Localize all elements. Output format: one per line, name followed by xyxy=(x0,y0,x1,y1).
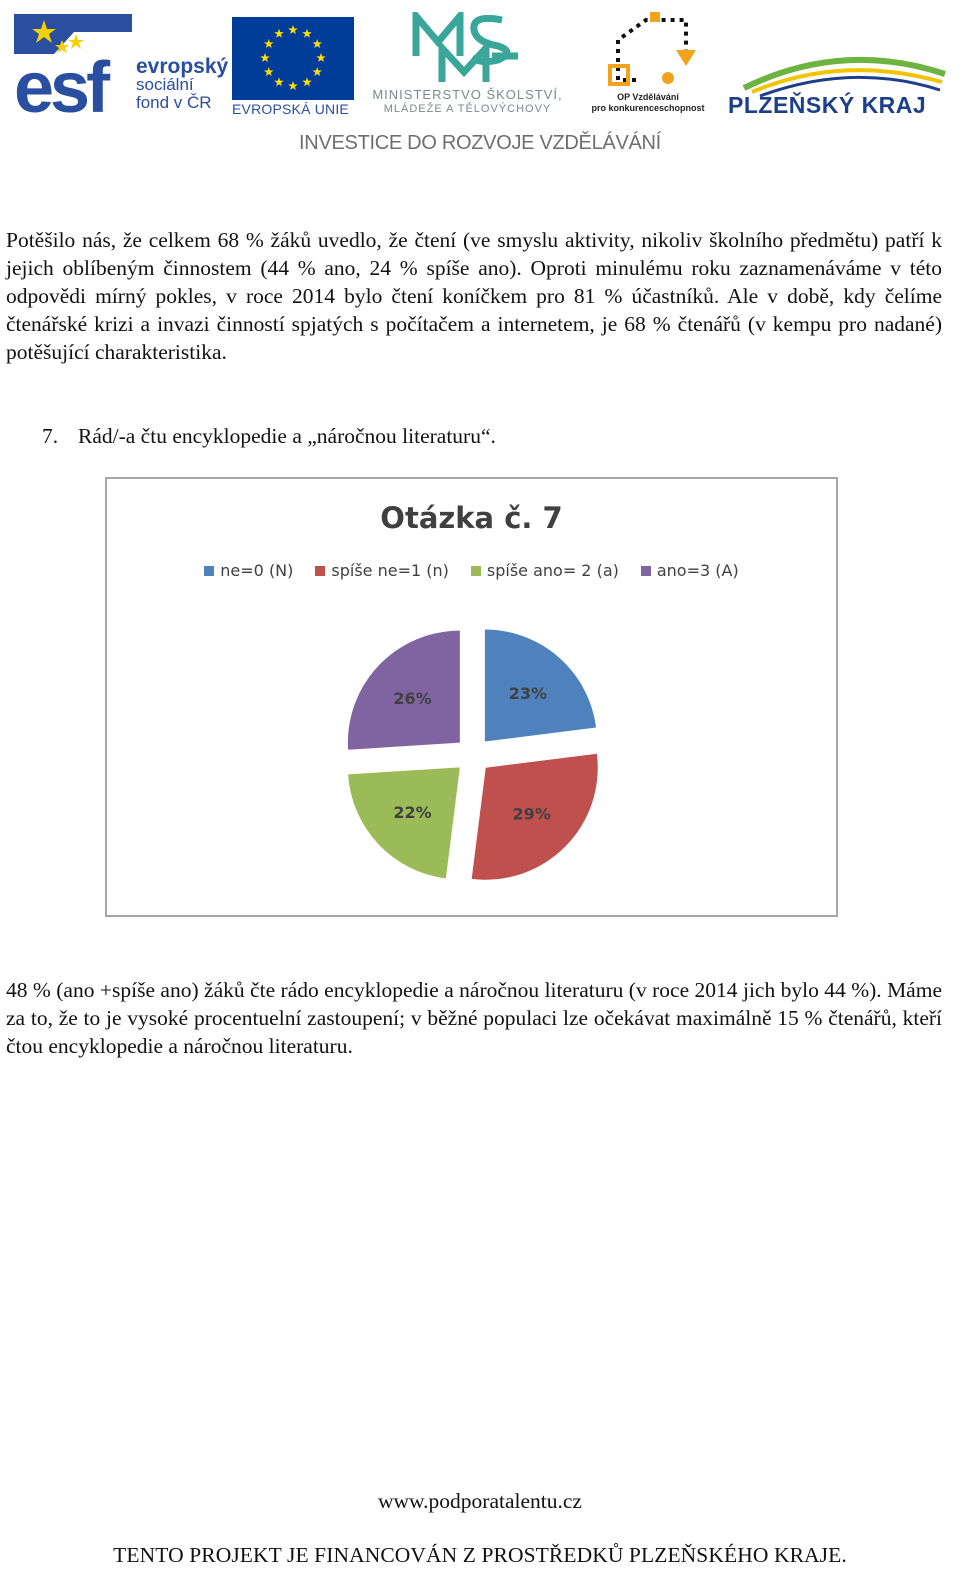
logo-bar xyxy=(0,0,960,160)
esf-logo-text xyxy=(136,55,229,112)
op-logo-mark xyxy=(606,10,696,90)
pie-chart xyxy=(105,477,838,917)
msmt-line1: MINISTERSTVO ŠKOLSTVÍ, xyxy=(372,87,563,102)
paragraph-encyclopedia: 48 % (ano +spíše ano) žáků čte rádo encyklopedie a náročnou literaturu (v roce 2014 jich bylo 44 %). Máme za to, že to je vysoké procentuelní zastoupení; v běžné populaci lze očekávat maximálně 15 % čtenářů, kteří čtou encyklopedie a náročnou literaturu. xyxy=(6,978,942,1058)
op-logo-text xyxy=(578,92,718,114)
star-icon xyxy=(302,29,312,38)
star-icon xyxy=(274,77,284,86)
eu-flag-icon xyxy=(232,17,354,100)
star-icon xyxy=(68,34,84,49)
footer-url: www.podporatalentu.cz xyxy=(378,1489,582,1513)
op-line1: OP Vzdělávání xyxy=(617,92,679,102)
pie-plot-area xyxy=(107,479,836,915)
chart-title: Otázka č. 7 xyxy=(380,501,563,535)
paragraph-reading-hobby: Potěšilo nás, že celkem 68 % žáků uvedlo, že čtení (ve smyslu aktivity, nikoliv školního předmětu) patří k jejich oblíbeným činnostem (44 % ano, 24 % spíše ano). Oproti minulému roku zaznamenáváme v této odpovědi mírný pokles, v roce 2014 bylo čtení koníčkem pro 81 % účastníků. Ale v době, kdy čelíme čtenářské krizi a invazi činností spjatých s počítačem a internetem, je 68 % čtenářů (v kempu pro nadané) potěšující charakteristika. xyxy=(6,228,942,364)
footer-note: TENTO PROJEKT JE FINANCOVÁN Z PROSTŘEDKŮ PLZEŇSKÉHO KRAJE. xyxy=(113,1543,847,1567)
pie-slice-label: 22% xyxy=(393,802,432,822)
esf-line2: sociální xyxy=(136,75,194,94)
eu-logo-label: EVROPSKÁ UNIE xyxy=(232,101,349,117)
pk-logo-arc xyxy=(742,48,947,98)
msmt-line2: MLÁDEŽE A TĚLOVÝCHOVY xyxy=(383,103,552,115)
pk-logo-label: PLZEŇSKÝ KRAJ xyxy=(728,92,927,118)
star-icon xyxy=(288,81,298,90)
legend-label: ne=0 (N) xyxy=(220,561,294,580)
pk-logo xyxy=(722,48,947,128)
tagline: INVESTICE DO ROZVOJE VZDĚLÁVÁNÍ xyxy=(299,132,661,154)
pie-slice-label: 23% xyxy=(508,683,548,703)
star-icon xyxy=(316,53,326,62)
question-heading xyxy=(42,422,496,450)
esf-line3: fond v ČR xyxy=(136,93,212,112)
star-icon xyxy=(313,67,323,76)
esf-logo-mark xyxy=(14,14,132,114)
question-number: 7. xyxy=(42,424,59,448)
question-text: Rád/-a čtu encyklopedie a „náročnou literaturu“. xyxy=(78,424,496,448)
msmt-logo-text xyxy=(360,88,575,116)
star-icon xyxy=(302,77,312,86)
esf-logo xyxy=(14,14,229,119)
legend-label: ano=3 (A) xyxy=(656,561,739,580)
esf-line1: evropský xyxy=(136,55,229,78)
star-icon xyxy=(274,29,284,38)
star-icon xyxy=(264,67,274,76)
pie-slice xyxy=(348,767,460,878)
legend-label: spíše ne=1 (n) xyxy=(331,561,449,580)
msmt-logo-mark xyxy=(412,12,522,84)
star-icon xyxy=(313,39,323,48)
eu-logo xyxy=(232,17,354,122)
legend-label: spíše ano= 2 (a) xyxy=(486,561,619,580)
star-icon xyxy=(264,39,274,48)
pie-slice-label: 26% xyxy=(393,689,432,709)
esf-mark-text: esf xyxy=(14,48,107,114)
op-line2: pro konkurenceschopnost xyxy=(591,103,705,113)
star-icon xyxy=(260,53,270,62)
star-icon xyxy=(288,25,298,34)
op-logo xyxy=(578,10,718,120)
pie-slice-label: 29% xyxy=(512,804,551,824)
msmt-logo xyxy=(360,12,575,127)
